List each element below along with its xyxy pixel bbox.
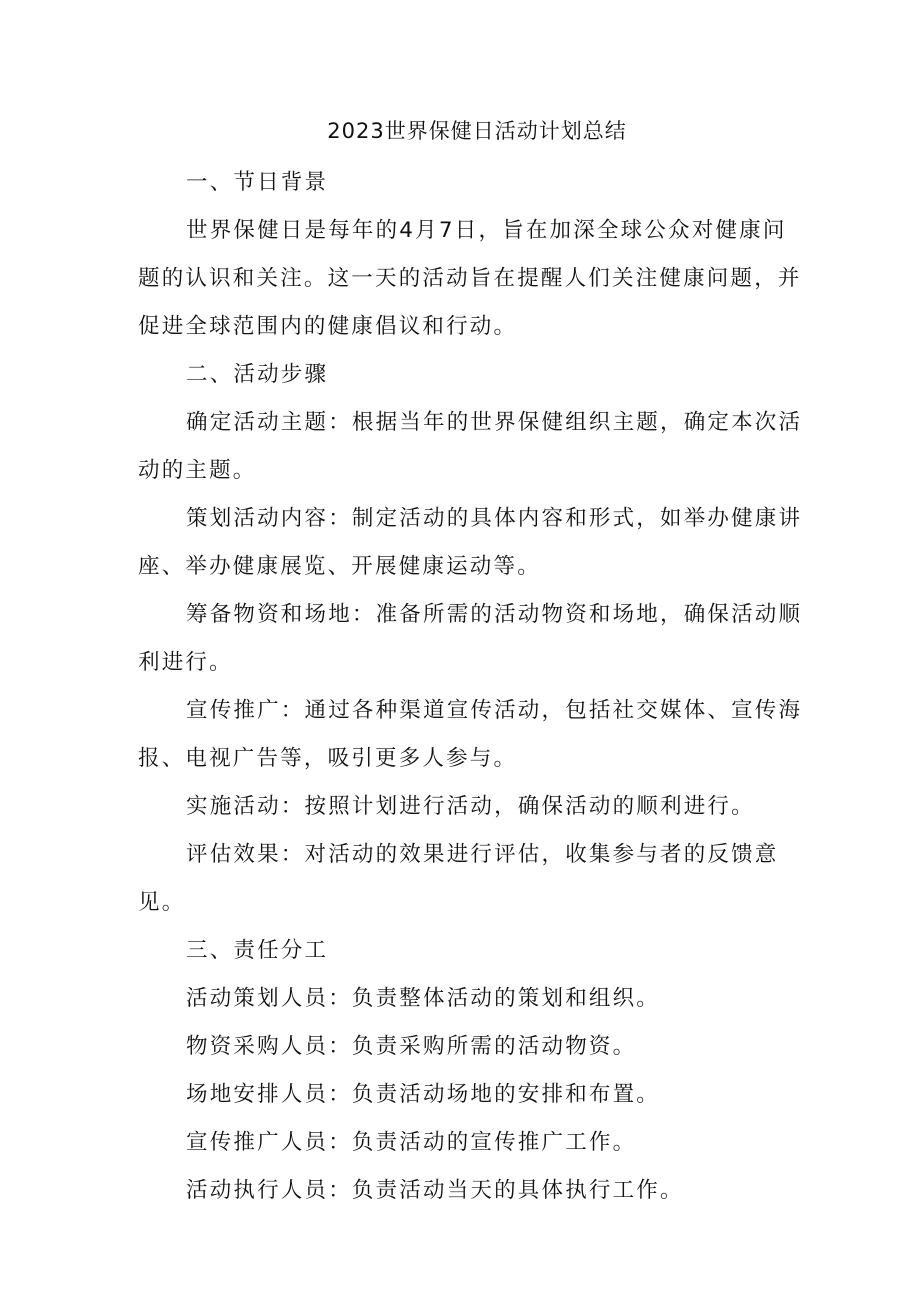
paragraph-step-evaluation: 评估效果：对活动的效果进行评估，收集参与者的反馈意见。	[138, 842, 779, 915]
paragraph-role-planning: 活动策划人员：负责整体活动的策划和组织。	[186, 986, 661, 1011]
paragraph-step-preparation: 筹备物资和场地：准备所需的活动物资和场地，确保活动顺利进行。	[138, 602, 803, 675]
paragraph-role-execution: 活动执行人员：负责活动当天的具体执行工作。	[186, 1178, 684, 1203]
paragraph-background: 世界保健日是每年的4月7日，旨在加深全球公众对健康问题的认识和关注。这一天的活动旨在提醒人们关注健康问题，并促进全球范围内的健康倡议和行动。	[138, 218, 802, 339]
paragraph-step-theme: 确定活动主题：根据当年的世界保健组织主题，确定本次活动的主题。	[138, 410, 803, 483]
section-heading-background: 一、节日背景	[186, 170, 329, 195]
section-heading-responsibilities: 三、责任分工	[186, 938, 329, 963]
paragraph-role-venue: 场地安排人员：负责活动场地的安排和布置。	[186, 1082, 661, 1107]
paragraph-role-promotion: 宣传推广人员：负责活动的宣传推广工作。	[186, 1130, 637, 1155]
paragraph-step-implementation: 实施活动：按照计划进行活动，确保活动的顺利进行。	[186, 794, 755, 819]
paragraph-step-content: 策划活动内容：制定活动的具体内容和形式，如举办健康讲座、举办健康展览、开展健康运动等。	[138, 506, 803, 579]
paragraph-step-promotion: 宣传推广：通过各种渠道宣传活动，包括社交媒体、宣传海报、电视广告等，吸引更多人参与。	[138, 698, 803, 771]
document-title: 2023世界保健日活动计划总结	[327, 119, 627, 143]
document-body	[138, 113, 806, 1215]
paragraph-role-procurement: 物资采购人员：负责采购所需的活动物资。	[186, 1034, 637, 1059]
section-heading-steps: 二、活动步骤	[186, 362, 329, 387]
